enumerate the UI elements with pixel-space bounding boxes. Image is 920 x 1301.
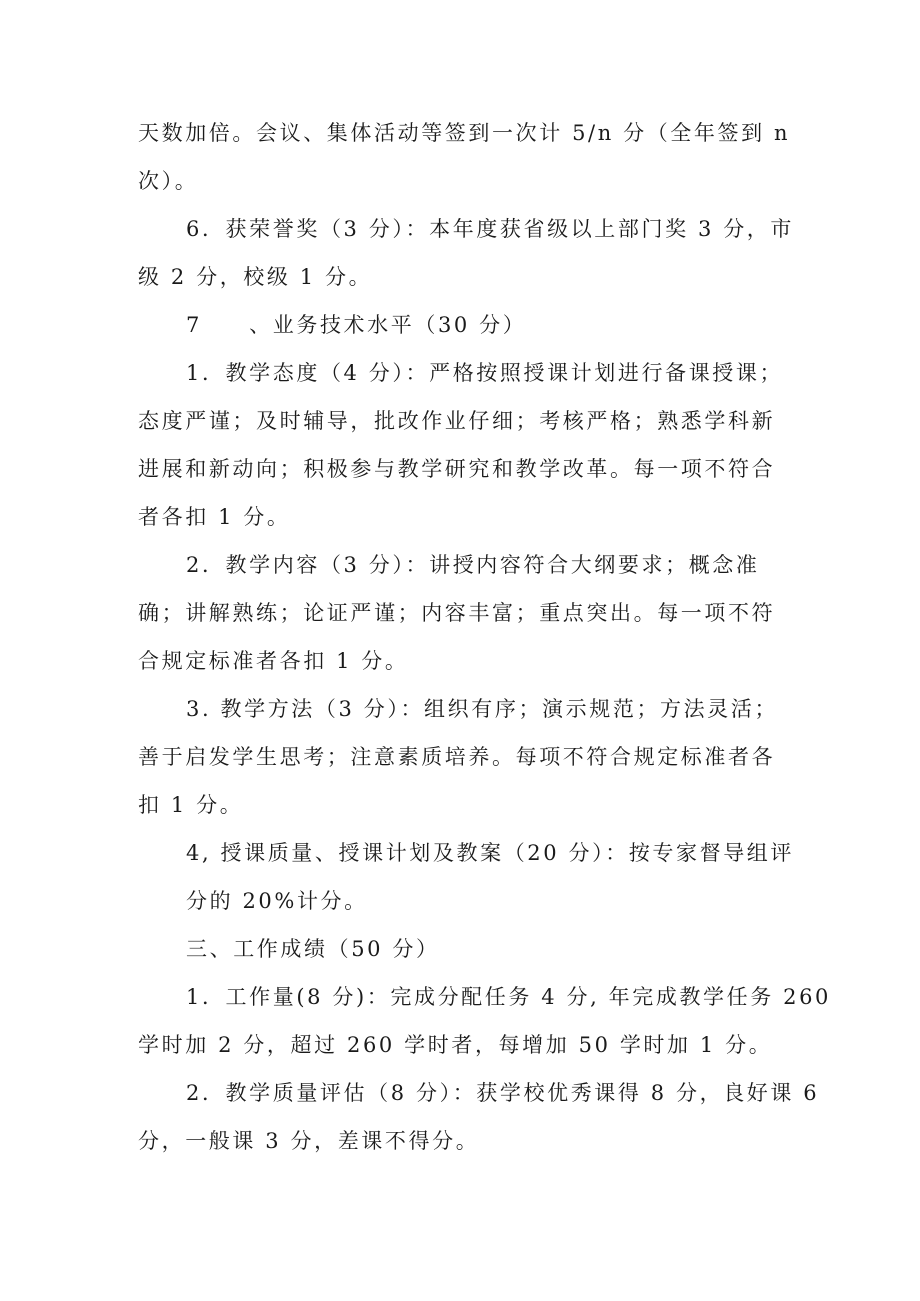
text-line: 1．教学态度（4 分）：严格按照授课计划进行备课授课；: [186, 361, 784, 385]
text-line: 4, 授课质量、授课计划及教案（20 分）：按专家督导组评: [186, 841, 795, 865]
text-line: 次）。: [138, 169, 199, 193]
text-line: 1．工作量(8 分)：完成分配任务 4 分, 年完成教学任务 260: [186, 985, 832, 1009]
text-line: 2．教学内容（3 分）：讲授内容符合大纲要求；概念准: [186, 553, 760, 577]
text-line: 学时加 2 分，超过 260 学时者，每增加 50 学时加 1 分。: [138, 1033, 773, 1057]
text-line: 扣 1 分。: [138, 793, 244, 817]
section-heading: 三、工作成绩（50 分）: [186, 937, 440, 961]
text-line: 分，一般课 3 分，差课不得分。: [138, 1129, 480, 1153]
text-line: 善于启发学生思考；注意素质培养。每项不符合规定标准者各: [138, 745, 776, 769]
text-line: 合规定标准者各扣 1 分。: [138, 649, 409, 673]
section-heading: 7 、业务技术水平（30 分）: [186, 313, 527, 337]
text-line: 级 2 分，校级 1 分。: [138, 265, 373, 289]
text-line: 分的 20%计分。: [186, 889, 368, 913]
text-line: 者各扣 1 分。: [138, 505, 291, 529]
text-line: 进展和新动向；积极参与教学研究和教学改革。每一项不符合: [138, 457, 776, 481]
text-line: 天数加倍。会议、集体活动等签到一次计 5/n 分（全年签到 n: [138, 121, 791, 145]
text-line: 3. 教学方法（3 分）：组织有序；演示规范；方法灵活；: [186, 697, 779, 721]
text-line: 6．获荣誉奖（3 分）：本年度获省级以上部门奖 3 分，市: [186, 217, 795, 241]
text-line: 2．教学质量评估（8 分）：获学校优秀课得 8 分，良好课 6: [186, 1081, 820, 1105]
text-line: 态度严谨；及时辅导，批改作业仔细；考核严格；熟悉学科新: [138, 409, 776, 433]
text-line: 确；讲解熟练；论证严谨；内容丰富；重点突出。每一项不符: [138, 601, 776, 625]
